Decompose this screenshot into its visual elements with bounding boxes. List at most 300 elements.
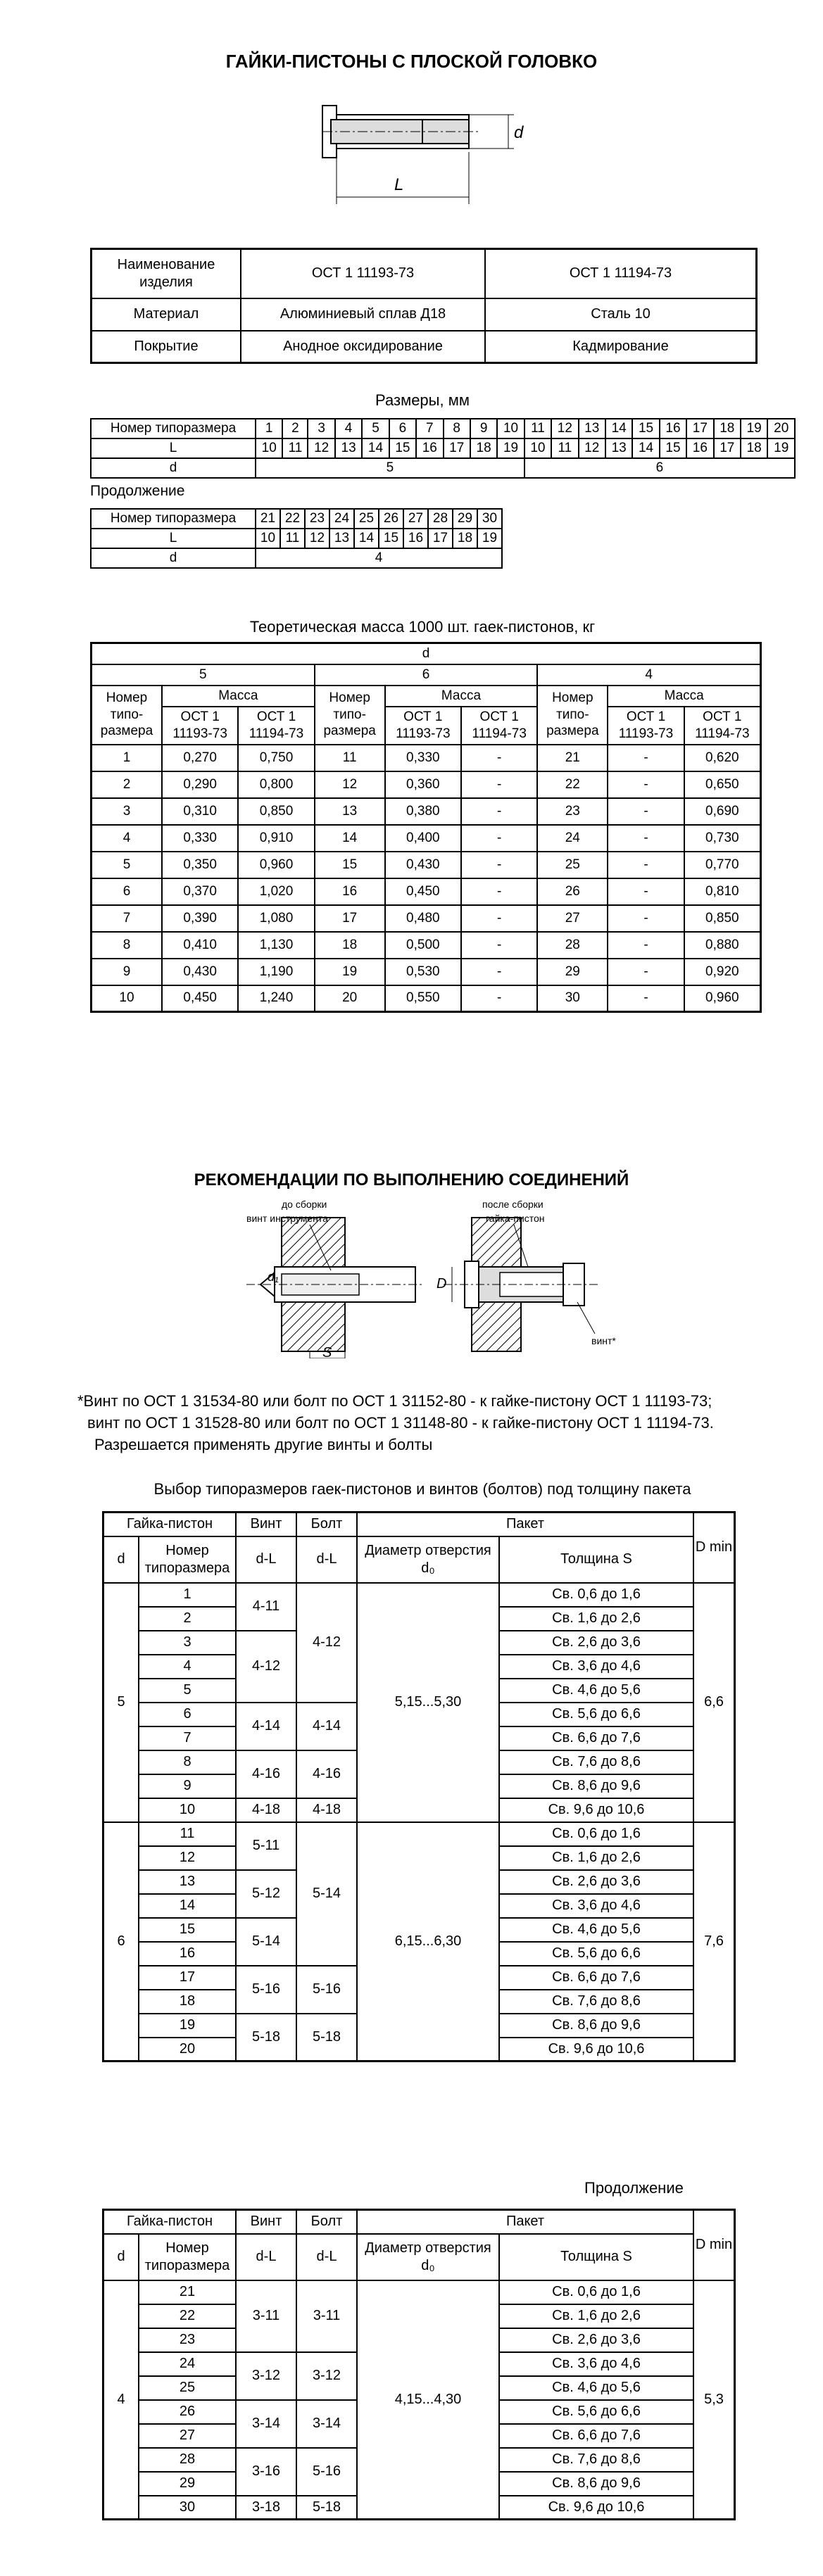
sel-thick-cell: Св. 1,6 до 2,6: [499, 1846, 693, 1870]
sel-num-cell: 28: [139, 2448, 236, 2472]
sel-num-cell: 26: [139, 2400, 236, 2424]
size-number-cell: 3: [308, 419, 334, 438]
sizes1-num-label: Номер типоразмера: [91, 419, 256, 438]
mass-cell: 2: [92, 771, 163, 798]
sel-thick-cell: Св. 3,6 до 4,6: [499, 2352, 693, 2376]
size-number-cell: 18: [714, 419, 741, 438]
mass-d-header: d: [92, 643, 761, 664]
mass-cell: 0,330: [385, 745, 461, 771]
mass-cell: 0,350: [162, 852, 238, 878]
size-number-cell: 5: [362, 419, 389, 438]
mass-cell: 0,330: [162, 825, 238, 852]
selection-row: [103, 2280, 735, 2304]
coating-col2: Кадмирование: [485, 331, 757, 363]
mass-cell: -: [461, 985, 537, 1012]
size-number-cell: 29: [453, 509, 477, 529]
sel-thick-cell: Св. 8,6 до 9,6: [499, 2014, 693, 2038]
size-length-cell: 12: [308, 438, 334, 458]
sel-screw-cell: 4-12: [236, 1631, 296, 1703]
notes: [77, 1390, 714, 1456]
sel-num-cell: 13: [139, 1870, 236, 1894]
mass-caption: Теоретическая масса 1000 шт. гаек-пистонов, кг: [249, 618, 596, 636]
size-number-cell: 14: [605, 419, 632, 438]
mass-cell: 0,690: [684, 798, 761, 825]
sel-d-header: d: [103, 1536, 139, 1583]
sel-num-cell: 27: [139, 2424, 236, 2448]
sel-bolt-header: Болт: [296, 2210, 357, 2234]
sel-thick-cell: Св. 2,6 до 3,6: [499, 2328, 693, 2352]
size-length-cell: 19: [477, 529, 502, 548]
size-length-cell: 18: [470, 438, 497, 458]
selection-caption: Выбор типоразмеров гаек-пистонов и винтов (болтов) под толщину пакета: [153, 1480, 691, 1498]
mass-cell: -: [608, 878, 684, 905]
size-number-cell: 15: [632, 419, 659, 438]
sizes1-d-label: d: [91, 458, 256, 478]
mass-cell: -: [461, 959, 537, 985]
mass-cell: -: [461, 905, 537, 932]
size-number-cell: 4: [335, 419, 362, 438]
sel-bolt-cell: 4-14: [296, 1703, 357, 1750]
sel-bolt-cell: 5-18: [296, 2496, 357, 2520]
mass-cell: 1,130: [238, 932, 314, 959]
mass-cell: -: [608, 932, 684, 959]
mass-table: [90, 642, 762, 1013]
mass-cell: -: [608, 852, 684, 878]
mass-cell: 0,500: [385, 932, 461, 959]
sel-screw-header: Винт: [236, 2210, 296, 2234]
sel-num-cell: 11: [139, 1822, 236, 1846]
mass-cell: 9: [92, 959, 163, 985]
mass-cell: 27: [537, 905, 608, 932]
continuation-label-2: Продолжение: [584, 2179, 684, 2197]
coating-label: Покрытие: [92, 331, 241, 363]
sel-thick-cell: Св. 0,6 до 1,6: [499, 2280, 693, 2304]
sel-num-cell: 9: [139, 1774, 236, 1798]
sel-hole-header: Диаметр отверстия d₀: [357, 1536, 499, 1583]
mass-mass-header: Масса: [385, 686, 538, 707]
mass-cell: 0,430: [162, 959, 238, 985]
selection-table-1: [102, 1511, 736, 2062]
sel-num-cell: 2: [139, 1607, 236, 1631]
sel-dmin-cell: 5,3: [693, 2280, 735, 2520]
note-line: винт по ОСТ 1 31528-80 или болт по ОСТ 1 31148-80 - к гайке-пистону ОСТ 1 11194-73.: [87, 1414, 714, 1432]
mass-cell: 0,290: [162, 771, 238, 798]
sel-num-cell: 25: [139, 2376, 236, 2400]
sel-bolt-cell: 3-14: [296, 2400, 357, 2448]
mass-row: [92, 985, 761, 1012]
sel-num-cell: 14: [139, 1894, 236, 1918]
sel-thick-cell: Св. 4,6 до 5,6: [499, 1918, 693, 1942]
sel-screw-cell: 4-18: [236, 1798, 296, 1822]
mass-cell: 21: [537, 745, 608, 771]
mass-row: [92, 878, 761, 905]
coating-col1: Анодное оксидирование: [241, 331, 485, 363]
size-length-cell: 15: [389, 438, 416, 458]
sel-thick-cell: Св. 2,6 до 3,6: [499, 1631, 693, 1655]
dim-L-label: L: [394, 175, 404, 194]
mass-cell: 28: [537, 932, 608, 959]
mass-row: [92, 825, 761, 852]
size-number-cell: 24: [329, 509, 354, 529]
mass-group-header: 5: [92, 664, 315, 686]
sel-d-header: d: [103, 2234, 139, 2280]
sizes-caption: Размеры, мм: [375, 391, 470, 409]
mass-cell: 5: [92, 852, 163, 878]
mass-cell: 1: [92, 745, 163, 771]
size-length-cell: 12: [579, 438, 605, 458]
sel-num-cell: 8: [139, 1750, 236, 1774]
mass-cell: -: [461, 798, 537, 825]
sel-num-cell: 16: [139, 1942, 236, 1966]
sel-thick-cell: Св. 5,6 до 6,6: [499, 1942, 693, 1966]
mass-group-header: 6: [315, 664, 538, 686]
sel-hole-cell: 4,15...4,30: [357, 2280, 499, 2520]
sel-thick-cell: Св. 3,6 до 4,6: [499, 1655, 693, 1679]
sel-screw-dL-header: d-L: [236, 2234, 296, 2280]
size-length-cell: 18: [741, 438, 767, 458]
mass-cell: 0,400: [385, 825, 461, 852]
sel-num-cell: 19: [139, 2014, 236, 2038]
sel-num-cell: 21: [139, 2280, 236, 2304]
selection-row: [103, 1822, 735, 1846]
sel-thick-cell: Св. 8,6 до 9,6: [499, 2472, 693, 2496]
mass-cell: 0,850: [684, 905, 761, 932]
sel-num-cell: 5: [139, 1679, 236, 1703]
size-length-cell: 15: [660, 438, 686, 458]
size-number-cell: 12: [551, 419, 578, 438]
size-length-cell: 10: [256, 529, 280, 548]
sel-nut-header: Гайка-пистон: [103, 1513, 237, 1536]
sel-thick-cell: Св. 4,6 до 5,6: [499, 2376, 693, 2400]
mass-mass-header: Масса: [162, 686, 315, 707]
mass-cell: 0,850: [238, 798, 314, 825]
mass-cell: 0,530: [385, 959, 461, 985]
sel-screw-cell: 4-14: [236, 1703, 296, 1750]
mass-cell: 17: [315, 905, 385, 932]
sel-screw-cell: 3-18: [236, 2496, 296, 2520]
sel-screw-cell: 5-14: [236, 1918, 296, 1966]
mass-cell: 1,240: [238, 985, 314, 1012]
size-length-cell: 17: [428, 529, 453, 548]
sel-thick-cell: Св. 5,6 до 6,6: [499, 1703, 693, 1726]
mass-cell: 14: [315, 825, 385, 852]
mass-cell: -: [608, 771, 684, 798]
sel-num-cell: 1: [139, 1583, 236, 1607]
sel-hole-cell: 5,15...5,30: [357, 1583, 499, 1822]
size-number-cell: 9: [470, 419, 497, 438]
size-number-cell: 6: [389, 419, 416, 438]
sel-dmin-cell: 6,6: [693, 1583, 735, 1822]
sel-num-cell: 7: [139, 1726, 236, 1750]
size-length-cell: 14: [354, 529, 379, 548]
mass-cell: 1,190: [238, 959, 314, 985]
size-length-cell: 10: [256, 438, 282, 458]
sel-bolt-dL-header: d-L: [296, 2234, 357, 2280]
mass-cell: 0,370: [162, 878, 238, 905]
sel-num-cell: 30: [139, 2496, 236, 2520]
mass-ost1-header: ОСТ 1 11193-73: [385, 707, 461, 745]
size-length-cell: 17: [714, 438, 741, 458]
page-title: ГАЙКИ-ПИСТОНЫ С ПЛОСКОЙ ГОЛОВКО: [225, 51, 598, 72]
sel-screw-cell: 5-18: [236, 2014, 296, 2062]
size-number-cell: 16: [660, 419, 686, 438]
size-number-cell: 19: [741, 419, 767, 438]
sel-num-cell: 29: [139, 2472, 236, 2496]
product-name-col1: ОСТ 1 11193-73: [241, 249, 485, 298]
mass-cell: -: [461, 932, 537, 959]
material-col1: Алюминиевый сплав Д18: [241, 298, 485, 331]
material-col2: Сталь 10: [485, 298, 757, 331]
mass-num-header: Номер типо-размера: [315, 686, 385, 745]
mass-cell: 0,360: [385, 771, 461, 798]
mass-cell: 0,450: [385, 878, 461, 905]
size-number-cell: 10: [497, 419, 524, 438]
selection-table-2: [102, 2209, 736, 2520]
sel-num-cell: 12: [139, 1846, 236, 1870]
sel-dmin-header: D min: [693, 1513, 735, 1583]
nut-drawing: [282, 91, 549, 211]
mass-cell: 20: [315, 985, 385, 1012]
mass-mass-header: Масса: [608, 686, 760, 707]
mass-cell: -: [608, 825, 684, 852]
mass-row: [92, 798, 761, 825]
mass-cell: 30: [537, 985, 608, 1012]
size-length-cell: 19: [497, 438, 524, 458]
sel-screw-cell: 5-16: [236, 1966, 296, 2014]
sel-bolt-dL-header: d-L: [296, 1536, 357, 1583]
sel-thick-cell: Св. 2,6 до 3,6: [499, 1870, 693, 1894]
size-number-cell: 26: [379, 509, 403, 529]
mass-cell: -: [461, 825, 537, 852]
mass-cell: 19: [315, 959, 385, 985]
sel-nut-header: Гайка-пистон: [103, 2210, 237, 2234]
sel-screw-cell: 5-11: [236, 1822, 296, 1870]
mass-cell: 16: [315, 878, 385, 905]
mass-cell: 0,550: [385, 985, 461, 1012]
rec-title: РЕКОМЕНДАЦИИ ПО ВЫПОЛНЕНИЮ СОЕДИНЕНИЙ: [194, 1170, 629, 1189]
sel-num-cell: 18: [139, 1990, 236, 2014]
sel-num-cell: 23: [139, 2328, 236, 2352]
sel-d-cell: 6: [103, 1822, 139, 2062]
sel-thick-cell: Св. 6,6 до 7,6: [499, 2424, 693, 2448]
material-label: Материал: [92, 298, 241, 331]
sizes2-d-label: d: [91, 548, 256, 568]
mass-cell: 11: [315, 745, 385, 771]
size-length-cell: 13: [329, 529, 354, 548]
sel-thick-header: Толщина S: [499, 2234, 693, 2280]
note-line: *Винт по ОСТ 1 31534-80 или болт по ОСТ 1 31152-80 - к гайке-пистону ОСТ 1 11193-73;: [77, 1392, 712, 1410]
mass-ost1-header: ОСТ 1 11193-73: [162, 707, 238, 745]
mass-cell: 0,410: [162, 932, 238, 959]
mass-cell: 26: [537, 878, 608, 905]
sel-thick-cell: Св. 6,6 до 7,6: [499, 1966, 693, 1990]
size-length-cell: 16: [403, 529, 428, 548]
mass-ost2-header: ОСТ 1 11194-73: [684, 707, 761, 745]
mass-group-header: 4: [537, 664, 760, 686]
mass-cell: 10: [92, 985, 163, 1012]
mass-cell: -: [608, 905, 684, 932]
mass-cell: 3: [92, 798, 163, 825]
sel-thick-cell: Св. 7,6 до 8,6: [499, 1990, 693, 2014]
size-number-cell: 11: [524, 419, 551, 438]
sel-pack-header: Пакет: [357, 1513, 693, 1536]
size-number-cell: 30: [477, 509, 502, 529]
assembly-diagram: [232, 1197, 634, 1358]
mass-cell: 6: [92, 878, 163, 905]
sel-num-cell: 17: [139, 1966, 236, 1990]
sel-hole-header: Диаметр отверстия d₀: [357, 2234, 499, 2280]
mass-cell: -: [608, 745, 684, 771]
size-number-cell: 27: [403, 509, 428, 529]
mass-cell: 0,450: [162, 985, 238, 1012]
size-number-cell: 8: [444, 419, 470, 438]
mass-cell: 0,960: [238, 852, 314, 878]
mass-cell: 0,310: [162, 798, 238, 825]
sel-bolt-header: Болт: [296, 1513, 357, 1536]
sizes2-num-label: Номер типоразмера: [91, 509, 256, 529]
sel-thick-cell: Св. 9,6 до 10,6: [499, 2496, 693, 2520]
mass-row: [92, 852, 761, 878]
sel-thick-cell: Св. 3,6 до 4,6: [499, 1894, 693, 1918]
mass-cell: 23: [537, 798, 608, 825]
mass-cell: -: [461, 745, 537, 771]
sel-screw-cell: 3-14: [236, 2400, 296, 2448]
size-number-cell: 1: [256, 419, 282, 438]
mass-cell: 12: [315, 771, 385, 798]
mass-ost2-header: ОСТ 1 11194-73: [238, 707, 314, 745]
mass-cell: 0,920: [684, 959, 761, 985]
sizes-table-2: [90, 508, 503, 569]
size-length-cell: 18: [453, 529, 477, 548]
sel-dmin-cell: 7,6: [693, 1822, 735, 2062]
mass-row: [92, 932, 761, 959]
diagram-D-label: D: [436, 1276, 447, 1292]
size-number-cell: 23: [305, 509, 329, 529]
sel-num-cell: 20: [139, 2038, 236, 2062]
diagram-after-label: после сборки: [482, 1199, 544, 1210]
sel-thick-cell: Св. 0,6 до 1,6: [499, 1822, 693, 1846]
size-length-cell: 14: [632, 438, 659, 458]
mass-row: [92, 905, 761, 932]
diagram-d1-label: d₁: [268, 1270, 279, 1284]
diagram-nut-label: гайка-пистон: [486, 1213, 545, 1224]
dim-d-label: d: [514, 123, 524, 142]
mass-num-header: Номер типо-размера: [537, 686, 608, 745]
sel-screw-header: Винт: [236, 1513, 296, 1536]
mass-cell: 18: [315, 932, 385, 959]
sel-bolt-cell: 4-12: [296, 1583, 357, 1703]
size-length-cell: 11: [280, 529, 305, 548]
mass-cell: 0,730: [684, 825, 761, 852]
sel-num-cell: 3: [139, 1631, 236, 1655]
mass-cell: -: [461, 878, 537, 905]
sel-dmin-header: D min: [693, 2210, 735, 2280]
sel-thick-cell: Св. 8,6 до 9,6: [499, 1774, 693, 1798]
size-number-cell: 28: [428, 509, 453, 529]
mass-cell: 0,800: [238, 771, 314, 798]
size-length-cell: 14: [362, 438, 389, 458]
sel-num-header: Номер типоразмера: [139, 2234, 236, 2280]
size-number-cell: 21: [256, 509, 280, 529]
sel-thick-cell: Св. 7,6 до 8,6: [499, 1750, 693, 1774]
mass-cell: 0,380: [385, 798, 461, 825]
sel-thick-cell: Св. 6,6 до 7,6: [499, 1726, 693, 1750]
note-line: Разрешается применять другие винты и болты: [94, 1436, 433, 1453]
mass-cell: 8: [92, 932, 163, 959]
sel-screw-dL-header: d-L: [236, 1536, 296, 1583]
diagram-tool-screw-label: винт инструмента: [246, 1213, 328, 1224]
sel-thick-cell: Св. 9,6 до 10,6: [499, 1798, 693, 1822]
sizes-table-1: [90, 418, 796, 479]
sel-num-cell: 24: [139, 2352, 236, 2376]
mass-cell: 29: [537, 959, 608, 985]
size-length-cell: 15: [379, 529, 403, 548]
size-number-cell: 17: [686, 419, 713, 438]
mass-row: [92, 959, 761, 985]
mass-cell: 24: [537, 825, 608, 852]
size-length-cell: 10: [524, 438, 551, 458]
sel-hole-cell: 6,15...6,30: [357, 1822, 499, 2062]
mass-cell: 25: [537, 852, 608, 878]
sel-screw-cell: 4-11: [236, 1583, 296, 1631]
sel-screw-cell: 3-16: [236, 2448, 296, 2496]
continuation-label: Продолжение: [90, 483, 185, 499]
sel-pack-header: Пакет: [357, 2210, 693, 2234]
mass-cell: 0,810: [684, 878, 761, 905]
mass-cell: 0,750: [238, 745, 314, 771]
sel-thick-header: Толщина S: [499, 1536, 693, 1583]
size-length-cell: 12: [305, 529, 329, 548]
sel-screw-cell: 4-16: [236, 1750, 296, 1798]
sel-thick-cell: Св. 1,6 до 2,6: [499, 1607, 693, 1631]
product-name-label: Наименование изделия: [92, 249, 241, 298]
mass-cell: 0,910: [238, 825, 314, 852]
mass-cell: 4: [92, 825, 163, 852]
sel-screw-cell: 3-11: [236, 2280, 296, 2352]
sel-bolt-cell: 5-14: [296, 1822, 357, 1966]
mass-cell: -: [608, 798, 684, 825]
sel-bolt-cell: 5-16: [296, 2448, 357, 2496]
size-length-cell: 13: [605, 438, 632, 458]
mass-cell: 22: [537, 771, 608, 798]
sel-num-cell: 22: [139, 2304, 236, 2328]
size-length-cell: 16: [416, 438, 443, 458]
sel-thick-cell: Св. 1,6 до 2,6: [499, 2304, 693, 2328]
sel-thick-cell: Св. 7,6 до 8,6: [499, 2448, 693, 2472]
mass-cell: 0,770: [684, 852, 761, 878]
sel-thick-cell: Св. 4,6 до 5,6: [499, 1679, 693, 1703]
sel-bolt-cell: 3-12: [296, 2352, 357, 2400]
size-length-cell: 11: [282, 438, 308, 458]
size-number-cell: 7: [416, 419, 443, 438]
sel-thick-cell: Св. 5,6 до 6,6: [499, 2400, 693, 2424]
mass-cell: 1,080: [238, 905, 314, 932]
mass-cell: 15: [315, 852, 385, 878]
mass-cell: 0,960: [684, 985, 761, 1012]
mass-cell: 13: [315, 798, 385, 825]
size-length-cell: 19: [767, 438, 795, 458]
mass-cell: -: [461, 852, 537, 878]
mass-cell: 0,390: [162, 905, 238, 932]
sel-num-cell: 15: [139, 1918, 236, 1942]
size-number-cell: 2: [282, 419, 308, 438]
diagram-before-label: до сборки: [282, 1199, 327, 1210]
sizes1-d-value: 5: [256, 458, 524, 478]
sel-bolt-cell: 5-16: [296, 1966, 357, 2014]
sel-bolt-cell: 4-16: [296, 1750, 357, 1798]
mass-cell: -: [608, 985, 684, 1012]
mass-cell: 0,430: [385, 852, 461, 878]
